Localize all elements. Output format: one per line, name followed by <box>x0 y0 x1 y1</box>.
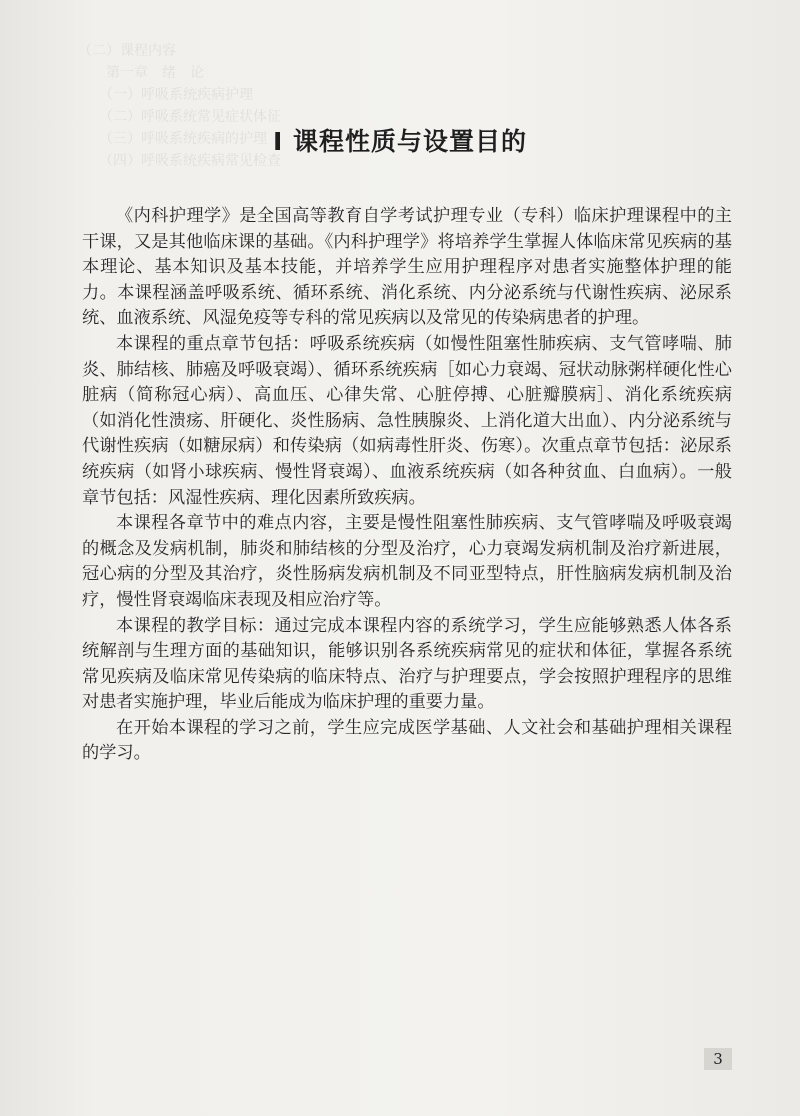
page-number: 3 <box>704 1048 732 1070</box>
paragraph: 在开始本课程的学习之前，学生应完成医学基础、人文社会和基础护理相关课程的学习。 <box>82 717 732 764</box>
show-through-text: （二）课程内容 第一章 绪 论 （一）呼吸系统疾病护理 （二）呼吸系统常见症状体征 （三）呼吸系统疾病的护理 （四）呼吸系统疾病常见检查 <box>78 43 281 169</box>
paragraph: 本课程各章节中的难点内容，主要是慢性阻塞性肺疾病、支气管哮喘及呼吸衰竭的概念及发病机制，肺炎和肺结核的分型及治疗，心力衰竭发病机制及治疗新进展，冠心病的分型及其治疗，炎性肠病发病机制及不同亚型特点，肝性脑病发病机制及治疗，慢性肾衰竭临床表现及相应治疗等。 <box>82 513 732 610</box>
paragraph: 本课程的重点章节包括：呼吸系统疾病（如慢性阻塞性肺疾病、支气管哮喘、肺炎、肺结核、肺癌及呼吸衰竭）、循环系统疾病［如心力衰竭、冠状动脉粥样硬化性心脏病（简称冠心病）、高血压、心律失常、心脏停搏、心脏瓣膜病］、消化系统疾病（如消化性溃疡、肝硬化、炎性肠病、急性胰腺炎、上消化道大出血）、内分泌系统与代谢性疾病（如糖尿病）和传染病（如病毒性肝炎、伤寒）。次重点章节包括：泌尿系统疾病（如肾小球疾病、慢性肾衰竭）、血液系统疾病（如各种贫血、白血病）。一般章节包括：风湿性疾病、理化因素所致疾病。 <box>82 333 732 508</box>
section-title: I 课程性质与设置目的 <box>272 127 527 156</box>
body-text <box>82 204 732 767</box>
paragraph: 《内科护理学》是全国高等教育自学考试护理专业（专科）临床护理课程中的主干课，又是其他临床课的基础。《内科护理学》将培养学生掌握人体临床常见疾病的基本理论、基本知识及基本技能，并培养学生应用护理程序对患者实施整体护理的能力。本课程涵盖呼吸系统、循环系统、消化系统、内分泌系统与代谢性疾病、泌尿系统、血液系统、风湿免疫等专科的常见疾病以及常见的传染病患者的护理。 <box>82 206 732 329</box>
paragraph: 本课程的教学目标：通过完成本课程内容的系统学习，学生应能够熟悉人体各系统解剖与生理方面的基础知识，能够识别各系统疾病常见的症状和体征，掌握各系统常见疾病及临床常见传染病的临床特点、治疗与护理要点，学会按照护理程序的思维对患者实施护理，毕业后能成为临床护理的重要力量。 <box>82 615 732 713</box>
